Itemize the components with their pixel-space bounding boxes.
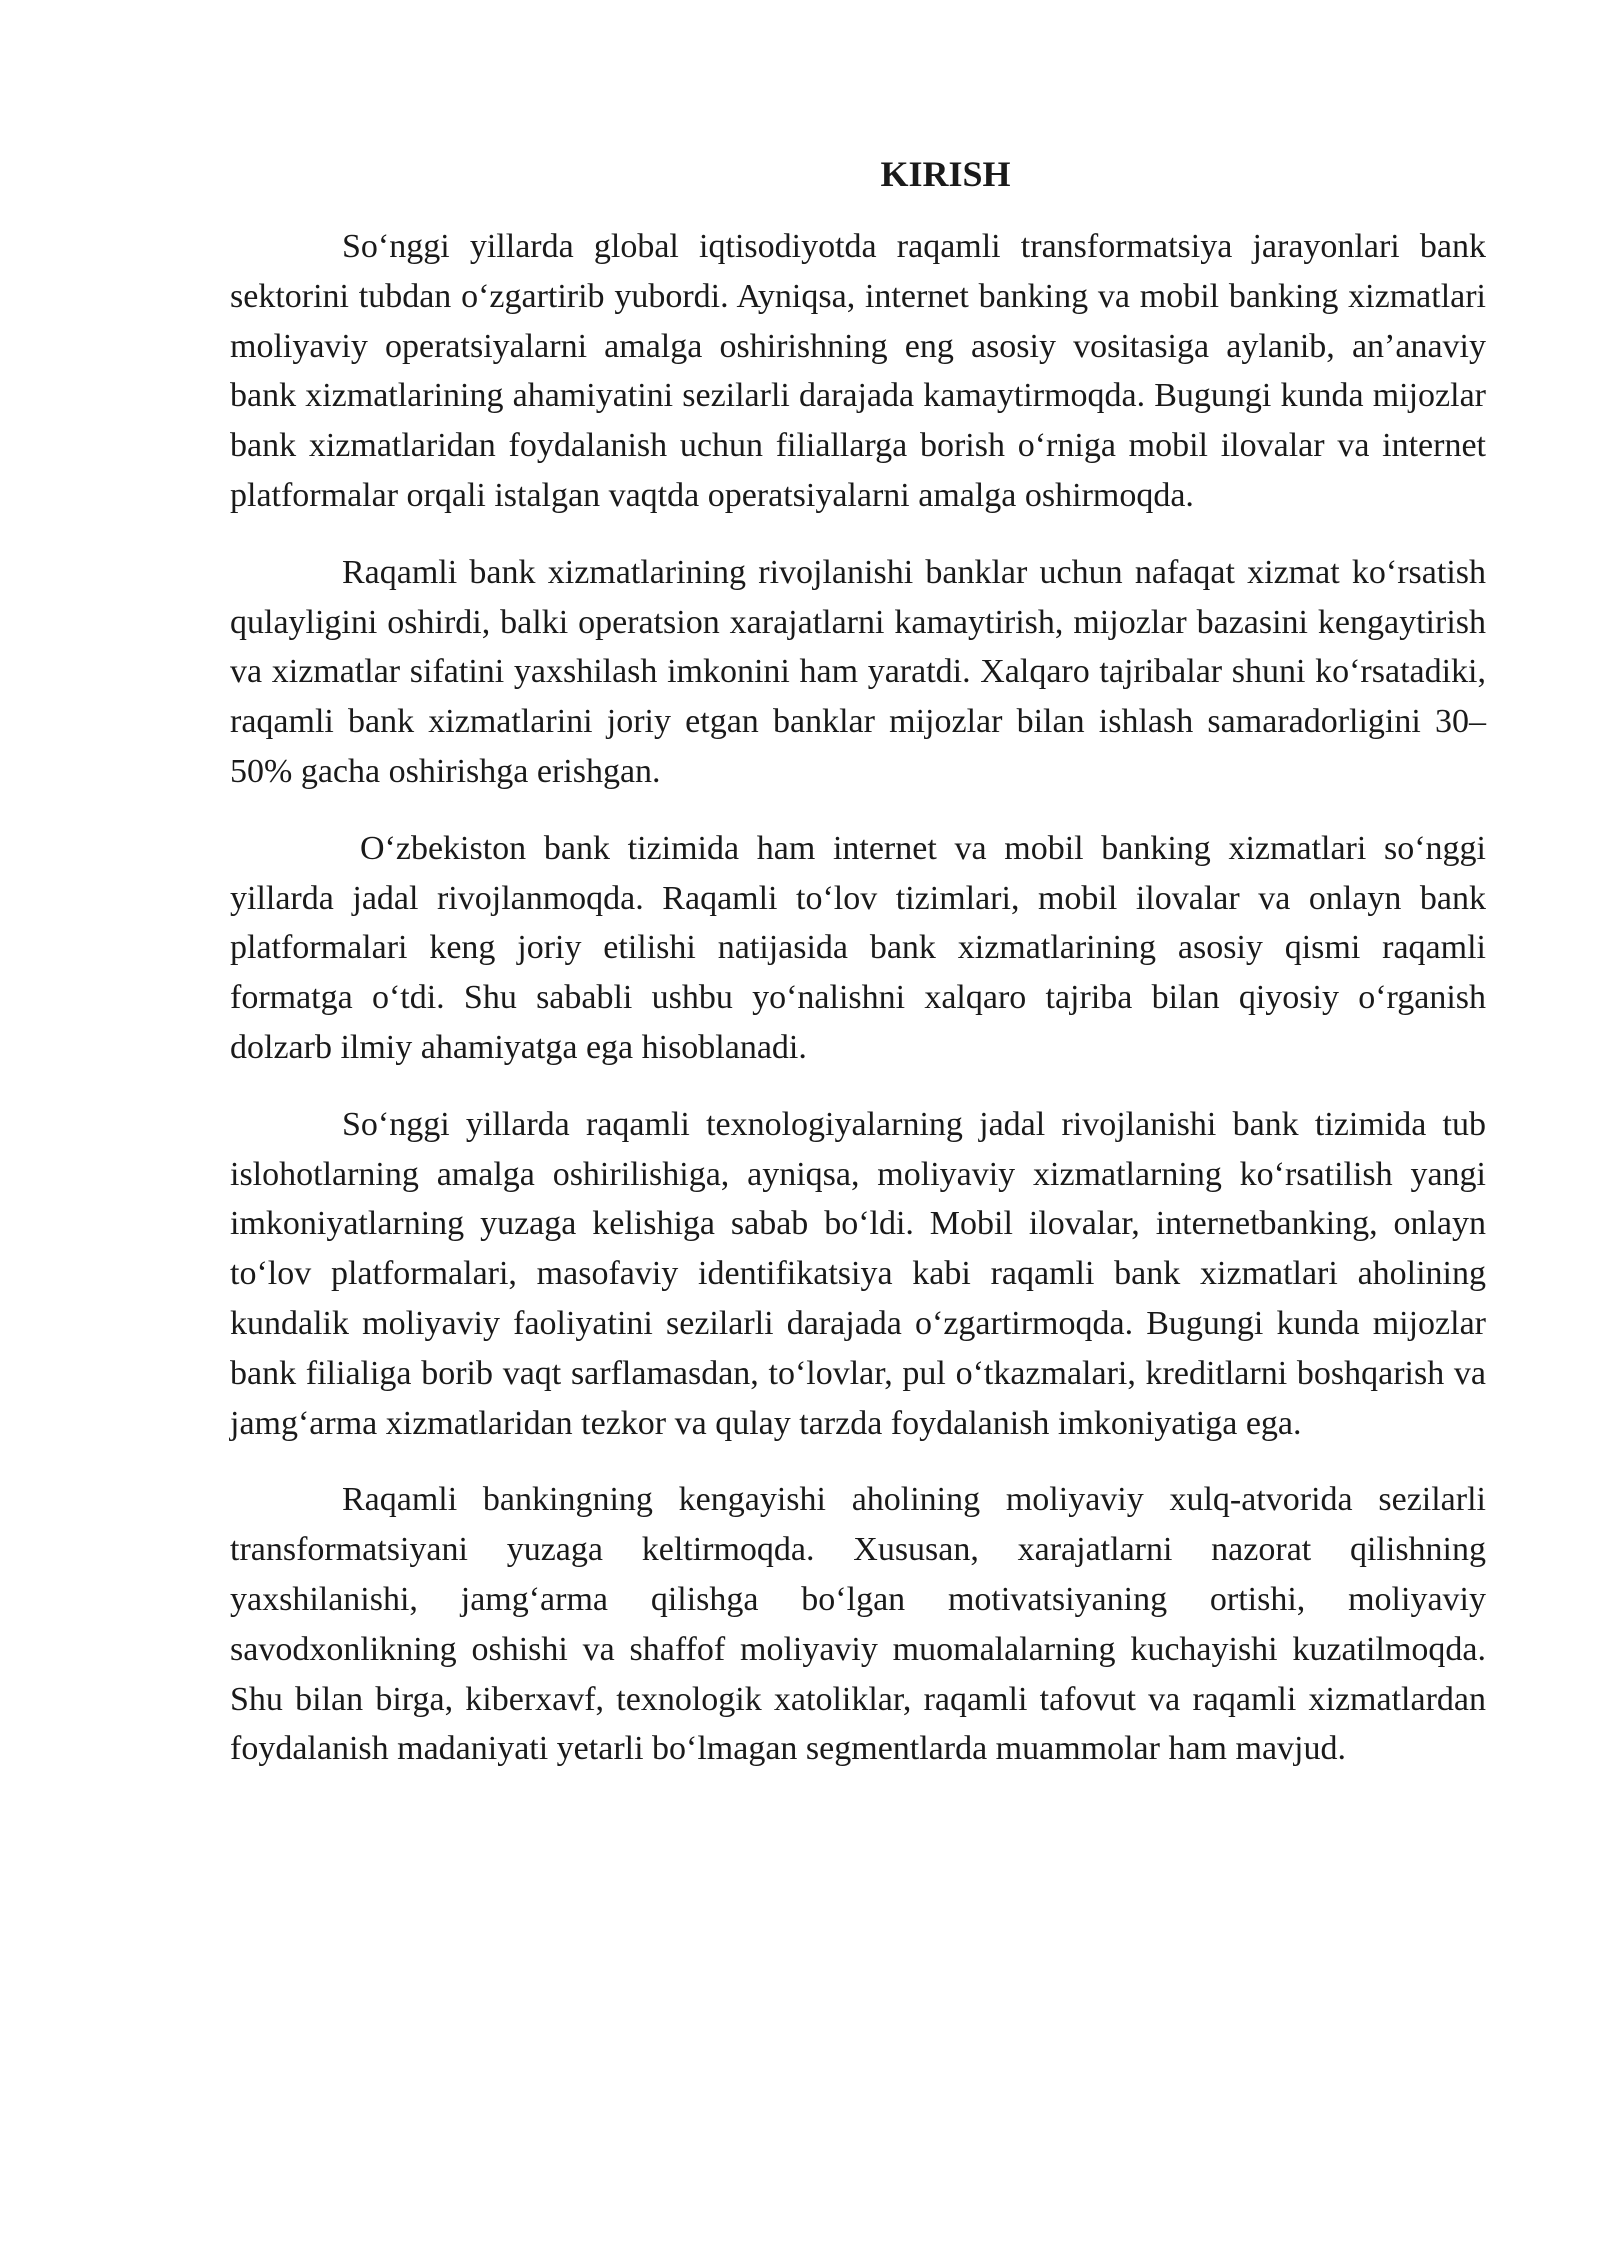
paragraph-1: So‘nggi yillarda global iqtisodiyotda raqamli transformatsiya jarayonlari bank sektorini tubdan o‘zgartirib yubordi. Ayniqsa, internet banking va mobil banking xizmatlari moliyaviy operatsiyalarni amalga oshirishning eng asosiy vositasiga aylanib, an’anaviy bank xizmatlarining ahamiyatini sezilarli darajada kamaytirmoqda. Bugungi kunda mijozlar bank xizmatlaridan foydalanish uchun filiallarga borish o‘rniga mobil ilovalar va internet platformalar orqali istalgan vaqtda operatsiyalarni amalga oshirmoqda. <box>230 228 1486 514</box>
paragraph-4: So‘nggi yillarda raqamli texnologiyalarning jadal rivojlanishi bank tizimida tub islohotlarning amalga oshirilishiga, ayniqsa, moliyaviy xizmatlarning ko‘rsatilish yangi imkoniyatlarning yuzaga kelishiga sabab bo‘ldi. Mobil ilovalar, internetbanking, onlayn to‘lov platformalari, masofaviy identifikatsiya kabi raqamli bank xizmatlari aholining kundalik moliyaviy faoliyatini sezilarli darajada o‘zgartirmoqda. Bugungi kunda mijozlar bank filialiga borib vaqt sarflamasdan, to‘lovlar, pul o‘tkazmalari, kreditlarni boshqarish va jamg‘arma xizmatlaridan tezkor va qulay tarzda foydalanish imkoniyatiga ega. <box>230 1105 1486 1442</box>
document-body <box>230 150 1486 1801</box>
paragraph-2: Raqamli bank xizmatlarining rivojlanishi banklar uchun nafaqat xizmat ko‘rsatish qulayligini oshirdi, balki operatsion xarajatlarni kamaytirish, mijozlar bazasini kengaytirish va xizmatlar sifatini yaxshilash imkonini ham yaratdi. Xalqaro tajribalar shuni ko‘rsatadiki, raqamli bank xizmatlarini joriy etgan banklar mijozlar bilan ishlash samaradorligini 30–50% gacha oshirishga erishgan. <box>230 553 1486 790</box>
section-heading: KIRISH <box>880 154 1011 194</box>
paragraph-5: Raqamli bankingning kengayishi aholining moliyaviy xulq-atvorida sezilarli transformatsiyani yuzaga keltirmoqda. Xususan, xarajatlarni nazorat qilishning yaxshilanishi, jamg‘arma qilishga bo‘lgan motivatsiyaning ortishi, moliyaviy savodxonlikning oshishi va shaffof moliyaviy muomalalarning kuchayishi kuzatilmoqda. Shu bilan birga, kiberxavf, texnologik xatoliklar, raqamli tafovut va raqamli xizmatlardan foydalanish madaniyati yetarli bo‘lmagan segmentlarda muammolar ham mavjud. <box>230 1481 1486 1768</box>
paragraph-3: O‘zbekiston bank tizimida ham internet va mobil banking xizmatlari so‘nggi yillarda jadal rivojlanmoqda. Raqamli to‘lov tizimlari, mobil ilovalar va onlayn bank platformalari keng joriy etilishi natijasida bank xizmatlarining asosiy qismi raqamli formatga o‘tdi. Shu sababli ushbu yo‘nalishni xalqaro tajriba bilan qiyosiy o‘rganish dolzarb ilmiy ahamiyatga ega hisoblanadi. <box>230 829 1486 1066</box>
